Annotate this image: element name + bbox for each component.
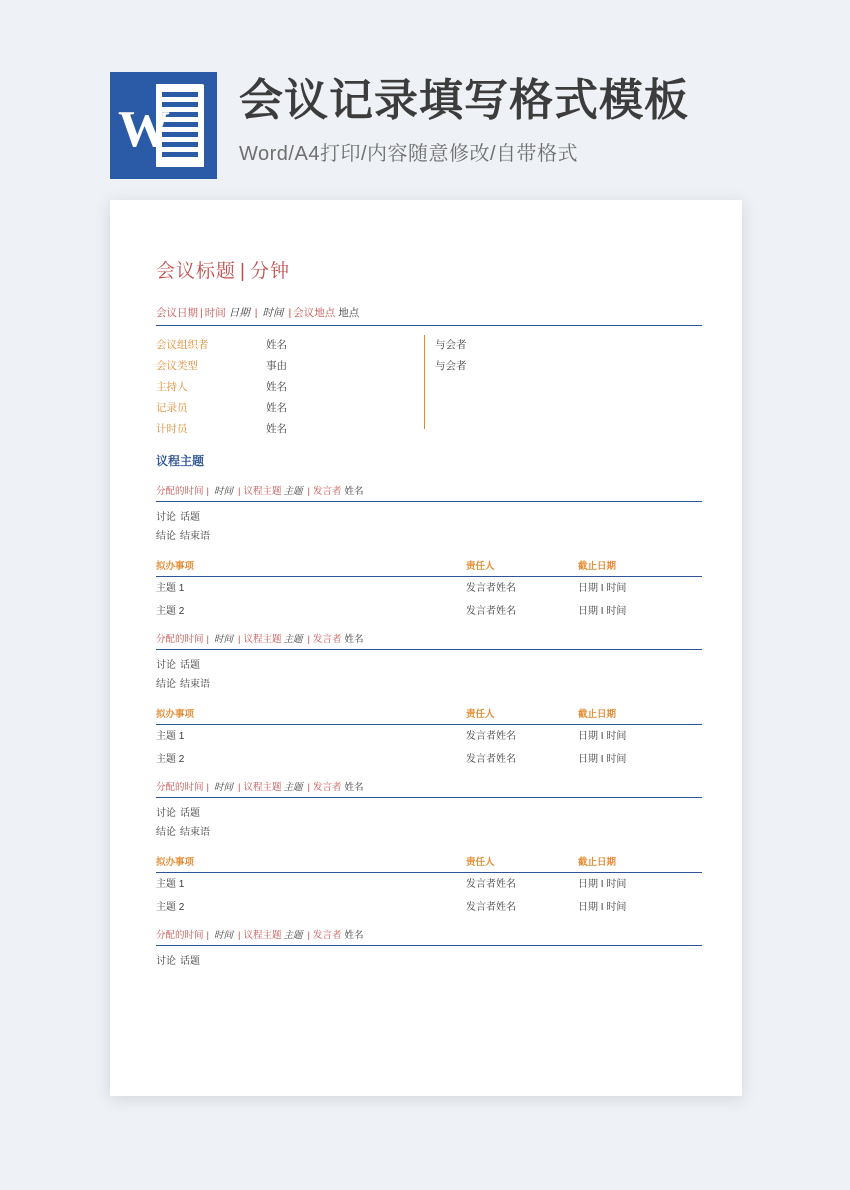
meeting-time-value: 时间 [262, 307, 284, 319]
action-owner: 发言者姓名 [466, 879, 516, 890]
agenda-time-value: 时间 [213, 634, 233, 645]
discussion-value: 话题 [180, 956, 200, 967]
action-owner: 发言者姓名 [466, 754, 516, 765]
meeting-minutes-label: 分钟 [249, 261, 290, 282]
agenda-header-line [156, 631, 702, 650]
meeting-info-list [156, 335, 424, 440]
info-value-timekeeper: 姓名 [266, 423, 287, 435]
table-row [156, 600, 702, 623]
agenda-conclusion-line [156, 675, 702, 694]
agenda-topic-value: 主题 [283, 782, 303, 793]
attendee-item: 与会者 [435, 339, 467, 351]
agenda-pipe-2: | [238, 930, 241, 941]
action-col-topic-header: 拟办事项 [156, 561, 195, 572]
info-value-recorder: 姓名 [266, 402, 287, 414]
agenda-discussion-line [156, 804, 702, 823]
info-row [156, 377, 424, 398]
action-col-due-header: 截止日期 [578, 561, 617, 572]
agenda-header-line [156, 779, 702, 798]
discussion-value: 话题 [180, 808, 200, 819]
agenda-speaker-value: 姓名 [344, 930, 364, 941]
page-subtitle: Word/A4打印/内容随意修改/自带格式 [239, 142, 579, 165]
discussion-label: 讨论 [156, 808, 176, 819]
action-topic: 主题 1 [156, 731, 185, 742]
agenda-pipe-3: | [307, 634, 310, 645]
info-row [156, 335, 424, 356]
meeting-meta-line [156, 305, 702, 326]
agenda-speaker-value: 姓名 [344, 486, 364, 497]
agenda-discussion-line [156, 952, 702, 971]
agenda-pipe-1: | [206, 634, 209, 645]
agenda-time-label: 分配的时间 [156, 782, 204, 793]
agenda-pipe-2: | [238, 634, 241, 645]
meeting-time-label: 时间 [204, 307, 226, 319]
agenda-block [156, 483, 702, 623]
action-due: 日期 I 时间 [578, 902, 627, 913]
action-owner: 发言者姓名 [466, 583, 516, 594]
discussion-label: 讨论 [156, 956, 176, 967]
agenda-discussion-line [156, 656, 702, 675]
agenda-speaker-label: 发言者 [312, 634, 342, 645]
word-document-icon [110, 72, 217, 179]
discussion-label: 讨论 [156, 512, 176, 523]
action-topic: 主题 2 [156, 902, 185, 913]
agenda-conclusion-line [156, 823, 702, 842]
agenda-block [156, 927, 702, 971]
info-row [156, 419, 424, 440]
info-value-type: 事由 [266, 360, 287, 372]
agenda-topic-value: 主题 [283, 486, 303, 497]
meta-pipe-3: | [288, 307, 292, 319]
info-row [156, 398, 424, 419]
action-items-table [156, 706, 702, 771]
action-owner: 发言者姓名 [466, 902, 516, 913]
meta-pipe-1: | [200, 307, 203, 319]
action-due: 日期 I 时间 [578, 879, 627, 890]
meeting-date-value: 日期 [228, 307, 250, 319]
agenda-time-label: 分配的时间 [156, 634, 204, 645]
info-value-organizer: 姓名 [266, 339, 287, 351]
action-items-table [156, 558, 702, 623]
meeting-info-block [156, 335, 702, 440]
meeting-place-label: 会议地点 [293, 307, 336, 319]
agenda-topic-label: 议程主题 [243, 634, 282, 645]
conclusion-value: 结束语 [180, 679, 210, 690]
discussion-label: 讨论 [156, 660, 176, 671]
agenda-speaker-label: 发言者 [312, 930, 342, 941]
agenda-pipe-2: | [238, 782, 241, 793]
document-paper [110, 200, 742, 1096]
agenda-speaker-label: 发言者 [312, 486, 342, 497]
agenda-section-heading: 议程主题 [156, 454, 205, 468]
agenda-pipe-1: | [206, 486, 209, 497]
action-col-due-header: 截止日期 [578, 857, 617, 868]
conclusion-label: 结论 [156, 679, 176, 690]
document-content [156, 256, 702, 975]
attendees-list [424, 335, 467, 429]
action-due: 日期 I 时间 [578, 754, 627, 765]
table-row [156, 577, 702, 600]
agenda-pipe-3: | [307, 930, 310, 941]
action-table-header [156, 854, 702, 873]
agenda-conclusion-line [156, 527, 702, 546]
info-label-host: 主持人 [156, 381, 188, 393]
discussion-value: 话题 [180, 512, 200, 523]
meeting-title-separator: | [240, 261, 246, 282]
agenda-topic-label: 议程主题 [243, 782, 282, 793]
conclusion-label: 结论 [156, 531, 176, 542]
discussion-value: 话题 [180, 660, 200, 671]
action-col-owner-header: 责任人 [466, 857, 495, 868]
action-due: 日期 I 时间 [578, 731, 627, 742]
agenda-time-value: 时间 [213, 486, 233, 497]
action-col-topic-header: 拟办事项 [156, 709, 195, 720]
header-text-group [239, 72, 689, 166]
conclusion-label: 结论 [156, 827, 176, 838]
agenda-pipe-1: | [206, 930, 209, 941]
agenda-header-line [156, 483, 702, 502]
agenda-header-line [156, 927, 702, 946]
action-table-header [156, 706, 702, 725]
agenda-speaker-value: 姓名 [344, 782, 364, 793]
agenda-speaker-label: 发言者 [312, 782, 342, 793]
action-col-owner-header: 责任人 [466, 709, 495, 720]
agenda-time-value: 时间 [213, 782, 233, 793]
action-items-table [156, 854, 702, 919]
agenda-speaker-value: 姓名 [344, 634, 364, 645]
info-label-type: 会议类型 [156, 360, 198, 372]
agenda-pipe-2: | [238, 486, 241, 497]
page-header [110, 72, 689, 179]
meeting-place-value: 地点 [338, 307, 360, 319]
word-icon-letter: W [118, 101, 168, 158]
agenda-topic-label: 议程主题 [243, 930, 282, 941]
agenda-topic-value: 主题 [283, 634, 303, 645]
action-owner: 发言者姓名 [466, 731, 516, 742]
action-col-owner-header: 责任人 [466, 561, 495, 572]
info-label-timekeeper: 计时员 [156, 423, 188, 435]
info-row [156, 356, 424, 377]
meeting-title: 会议标题 [156, 261, 237, 282]
agenda-discussion-line [156, 508, 702, 527]
info-value-host: 姓名 [266, 381, 287, 393]
table-row [156, 873, 702, 896]
action-topic: 主题 2 [156, 754, 185, 765]
conclusion-value: 结束语 [180, 827, 210, 838]
agenda-topic-value: 主题 [283, 930, 303, 941]
action-due: 日期 I 时间 [578, 583, 627, 594]
action-topic: 主题 2 [156, 606, 185, 617]
meeting-date-label: 会议日期 [156, 307, 198, 319]
meeting-title-line [156, 256, 702, 283]
agenda-topic-label: 议程主题 [243, 486, 282, 497]
action-table-header [156, 558, 702, 577]
page-title: 会议记录填写格式模板 [239, 76, 689, 125]
action-topic: 主题 1 [156, 879, 185, 890]
table-row [156, 896, 702, 919]
agenda-time-label: 分配的时间 [156, 930, 204, 941]
action-owner: 发言者姓名 [466, 606, 516, 617]
table-row [156, 748, 702, 771]
agenda-pipe-3: | [307, 486, 310, 497]
table-row [156, 725, 702, 748]
action-col-due-header: 截止日期 [578, 709, 617, 720]
info-label-recorder: 记录员 [156, 402, 188, 414]
agenda-pipe-3: | [307, 782, 310, 793]
meta-pipe-2: | [254, 307, 258, 319]
action-topic: 主题 1 [156, 583, 185, 594]
action-col-topic-header: 拟办事项 [156, 857, 195, 868]
attendee-item: 与会者 [435, 360, 467, 372]
action-due: 日期 I 时间 [578, 606, 627, 617]
agenda-pipe-1: | [206, 782, 209, 793]
agenda-time-label: 分配的时间 [156, 486, 204, 497]
info-label-organizer: 会议组织者 [156, 339, 209, 351]
agenda-block [156, 779, 702, 919]
conclusion-value: 结束语 [180, 531, 210, 542]
agenda-time-value: 时间 [213, 930, 233, 941]
agenda-block [156, 631, 702, 771]
